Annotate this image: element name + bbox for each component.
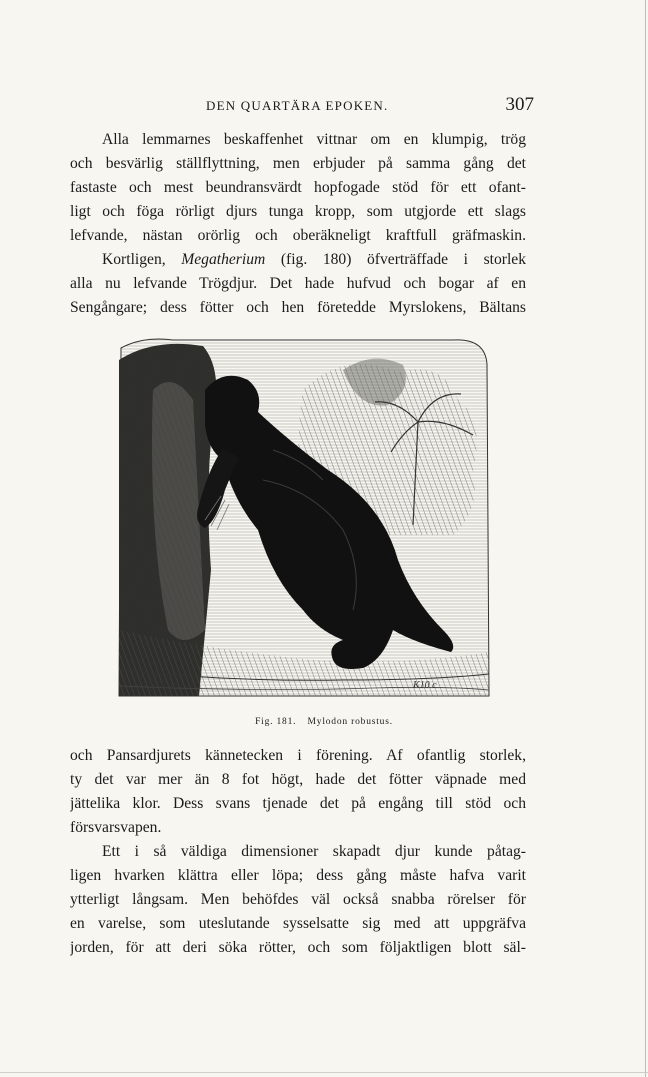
paragraph-line: lefvande, nästan orörlig och oberäkneligt kraftfull gräfmaskin. bbox=[70, 227, 526, 244]
text-span: Kortligen, bbox=[102, 251, 182, 268]
taxon-name: Megatherium bbox=[181, 251, 266, 268]
paragraph-line: försvarsvapen. bbox=[70, 819, 162, 836]
running-head bbox=[206, 95, 534, 115]
running-head-title: DEN QUARTÄRA EPOKEN. bbox=[206, 98, 389, 113]
paragraph-line: ligen hvarken klättra eller löpa; dess gång måste hafva varit bbox=[70, 867, 526, 884]
paragraph-line: ligt och föga rörligt djurs tunga kropp, som utgjorde ett slags bbox=[70, 203, 526, 220]
paragraph-line: Sengångare; dess fötter och hen företedde Myrslokens, Bältans bbox=[70, 299, 526, 316]
paragraph-line: och besvärlig ställflyttning, men erbjuder på samma gång det bbox=[70, 155, 526, 172]
page-edge-right bbox=[645, 0, 646, 1077]
paragraph-line: och Pansardjurets kännetecken i förening. Af ofantlig storlek, bbox=[70, 747, 526, 764]
paragraph-line: jorden, för att deri söka rötter, och som följaktligen blott säl- bbox=[70, 939, 526, 956]
figure-number: Fig. 181. bbox=[255, 717, 297, 727]
mylodon-engraving bbox=[113, 330, 495, 710]
figure-caption-text: Mylodon robustus. bbox=[307, 717, 393, 727]
paragraph-line bbox=[70, 248, 526, 272]
paragraph-line: en varelse, som uteslutande sysselsatte sig med att uppgräfva bbox=[70, 915, 526, 932]
paragraph-line: Alla lemmarnes beskaffenhet vittnar om en klumpig, trög bbox=[102, 131, 526, 148]
text-block-lower bbox=[70, 744, 526, 960]
engraving-figure bbox=[113, 330, 495, 710]
engraver-mark: K10 c bbox=[413, 680, 437, 691]
text-block-upper bbox=[70, 128, 526, 320]
paragraph-line: Ett i så väldiga dimensioner skapadt djur kunde påtag- bbox=[102, 843, 526, 860]
figure-caption bbox=[0, 717, 648, 727]
engraving-signature: Schlen bbox=[149, 680, 176, 691]
paragraph-line: jättelika klor. Dess svans tjenade det på engång till stöd och bbox=[70, 795, 526, 812]
page-number: 307 bbox=[505, 94, 534, 115]
page-edge-bottom bbox=[0, 1072, 648, 1073]
paragraph-line: alla nu lefvande Trögdjur. Det hade hufvud och bogar af en bbox=[70, 275, 526, 292]
paragraph-line: fastaste och mest beundransvärdt hopfogade stöd för ett ofant- bbox=[70, 179, 526, 196]
text-span: (fig. 180) öfverträffade i storlek bbox=[265, 251, 526, 268]
paragraph-line: ty det var mer än 8 fot högt, hade det fötter väpnade med bbox=[70, 771, 526, 788]
paragraph-line: ytterligt långsam. Men behöfdes väl också snabba rörelser för bbox=[70, 891, 526, 908]
